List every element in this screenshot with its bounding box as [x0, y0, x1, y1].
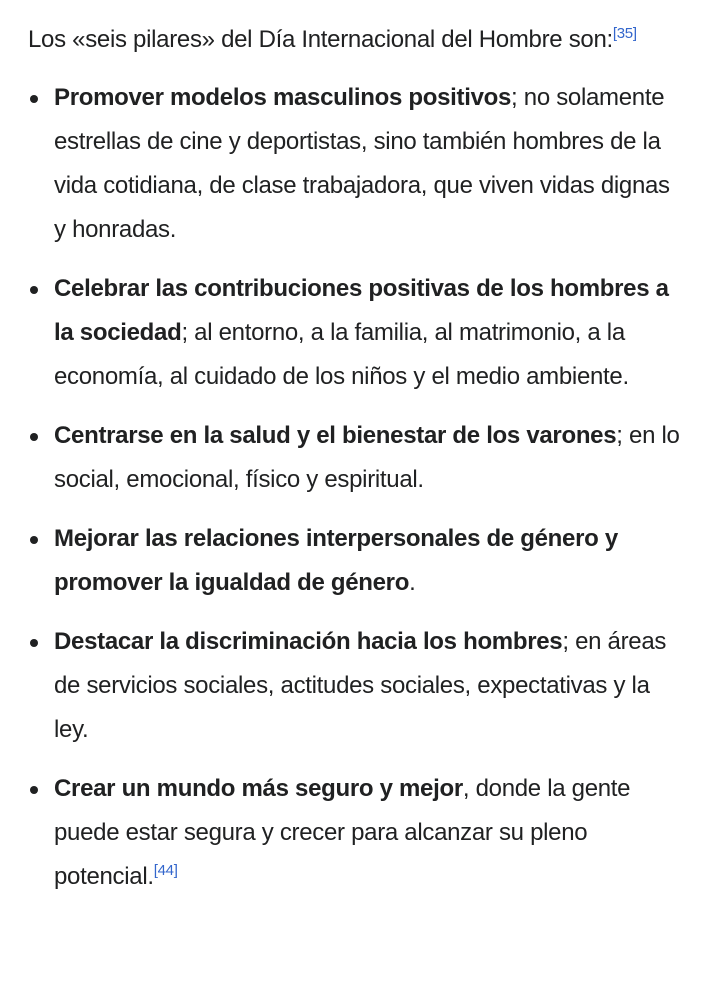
list-item: Crear un mundo más seguro y mejor, donde la gente puede estar segura y crecer para alcanzar su pleno potencial.[44] [54, 767, 684, 899]
reference[interactable] [613, 25, 637, 42]
list-item: Promover modelos masculinos positivos; no solamente estrellas de cine y deportistas, sino también hombres de la vida cotidiana, de clase trabajadora, que viven vidas dignas y honradas. [54, 76, 684, 252]
reference[interactable] [154, 862, 178, 879]
intro-paragraph: Los «seis pilares» del Día Internacional del Hombre son:[35] [28, 25, 637, 53]
list-item: Mejorar las relaciones interpersonales de género y promover la igualdad de género. [54, 517, 684, 605]
list-item: Destacar la discriminación hacia los hombres; en áreas de servicios sociales, actitudes sociales, expectativas y la ley. [54, 620, 684, 752]
list-item: Centrarse en la salud y el bienestar de los varones; en lo social, emocional, físico y espiritual. [54, 414, 684, 502]
pillars-list [28, 76, 684, 899]
reference-link-44[interactable]: [44] [153, 862, 178, 879]
reference-link-35[interactable]: [35] [612, 25, 637, 42]
list-item: Celebrar las contribuciones positivas de los hombres a la sociedad; al entorno, a la familia, al matrimonio, a la economía, al cuidado de los niños y el medio ambiente. [54, 267, 684, 399]
